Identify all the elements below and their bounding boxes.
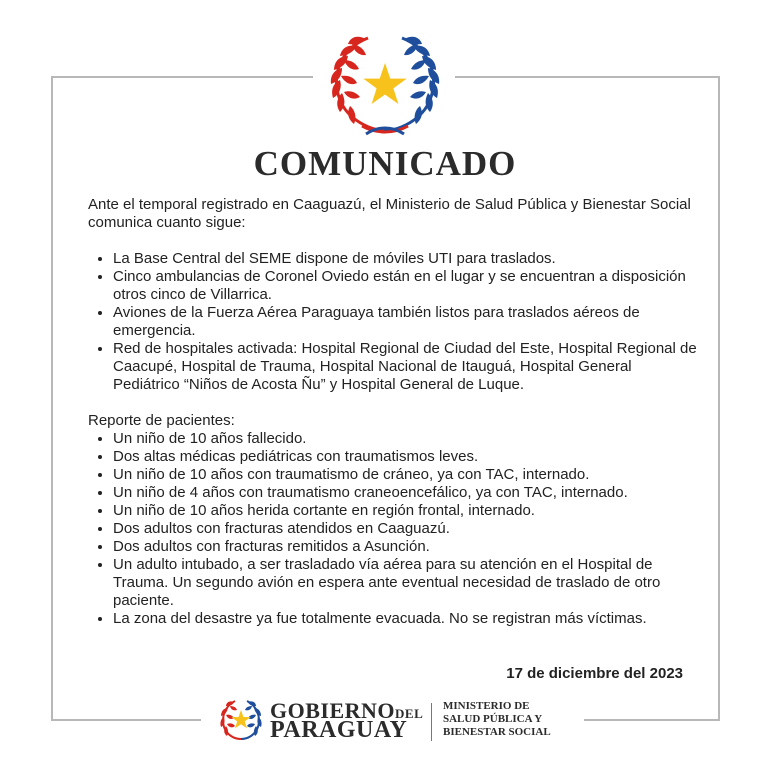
- list-item: • Red de hospitales activada: Hospital Regional de Ciudad del Este, Hospital Regional de Caacupé, Hospital de Trauma, Hospital Nacional de Itauguá, Hospital General Pediátrico “Niños de Acosta Ñu” y Hospital General de Luque.: [113, 340, 700, 394]
- ministry-logotype: [443, 700, 551, 739]
- list-item: • Un niño de 10 años herida cortante en región frontal, internado.: [113, 502, 700, 520]
- footer-divider: [431, 703, 432, 741]
- report-heading: Reporte de pacientes:: [88, 412, 235, 429]
- intro-paragraph: Ante el temporal registrado en Caaguazú, el Ministerio de Salud Pública y Bienestar Social comunica cuanto sigue:: [88, 196, 691, 231]
- national-seal-icon: [218, 697, 264, 743]
- list-item: • Aviones de la Fuerza Aérea Paraguaya también listos para traslados aéreos de emergencia.: [113, 304, 700, 340]
- list-item: • Cinco ambulancias de Coronel Oviedo están en el lugar y se encuentran a disposición otros cinco de Villarrica.: [113, 268, 700, 304]
- frame-border-top-left: [51, 76, 313, 78]
- list-item: • Dos adultos con fracturas remitidos a Asunción.: [113, 538, 700, 556]
- gov-del: DEL: [395, 706, 424, 721]
- frame-border-bottom-left: [51, 719, 201, 721]
- paraguay-label: PARAGUAY: [270, 717, 408, 743]
- ministry-line: SALUD PÚBLICA Y: [443, 713, 543, 725]
- list-item: • Un niño de 10 años con traumatismo de cráneo, ya con TAC, internado.: [113, 466, 700, 484]
- list-item: • Un niño de 4 años con traumatismo craneoencefálico, ya con TAC, internado.: [113, 484, 700, 502]
- national-seal-icon: [326, 30, 444, 140]
- list-item: • Dos adultos con fracturas atendidos en Caaguazú.: [113, 520, 700, 538]
- patients-list: [88, 430, 700, 628]
- list-item: • Un adulto intubado, a ser trasladado vía aérea para su atención en el Hospital de Trauma. Un segundo avión en espera ante eventual necesidad de traslado de otro paciente.: [113, 556, 700, 610]
- page-title: COMUNICADO: [253, 144, 517, 183]
- list-item: • La Base Central del SEME dispone de móviles UTI para traslados.: [113, 250, 700, 268]
- ministry-line: BIENESTAR SOCIAL: [443, 726, 551, 738]
- list-item: • Dos altas médicas pediátricas con traumatismos leves.: [113, 448, 700, 466]
- frame-border-bottom-right: [584, 719, 720, 721]
- list-item: • Un niño de 10 años fallecido.: [113, 430, 700, 448]
- ministry-line: MINISTERIO DE: [443, 700, 530, 712]
- measures-list: [88, 250, 700, 394]
- list-item: • La zona del desastre ya fue totalmente evacuada. No se registran más víctimas.: [113, 610, 700, 628]
- communique-body: [88, 196, 700, 628]
- frame-border-top-right: [455, 76, 720, 78]
- gov-word1: GOBIERNO: [270, 698, 396, 723]
- date-label: 17 de diciembre del 2023: [506, 665, 683, 682]
